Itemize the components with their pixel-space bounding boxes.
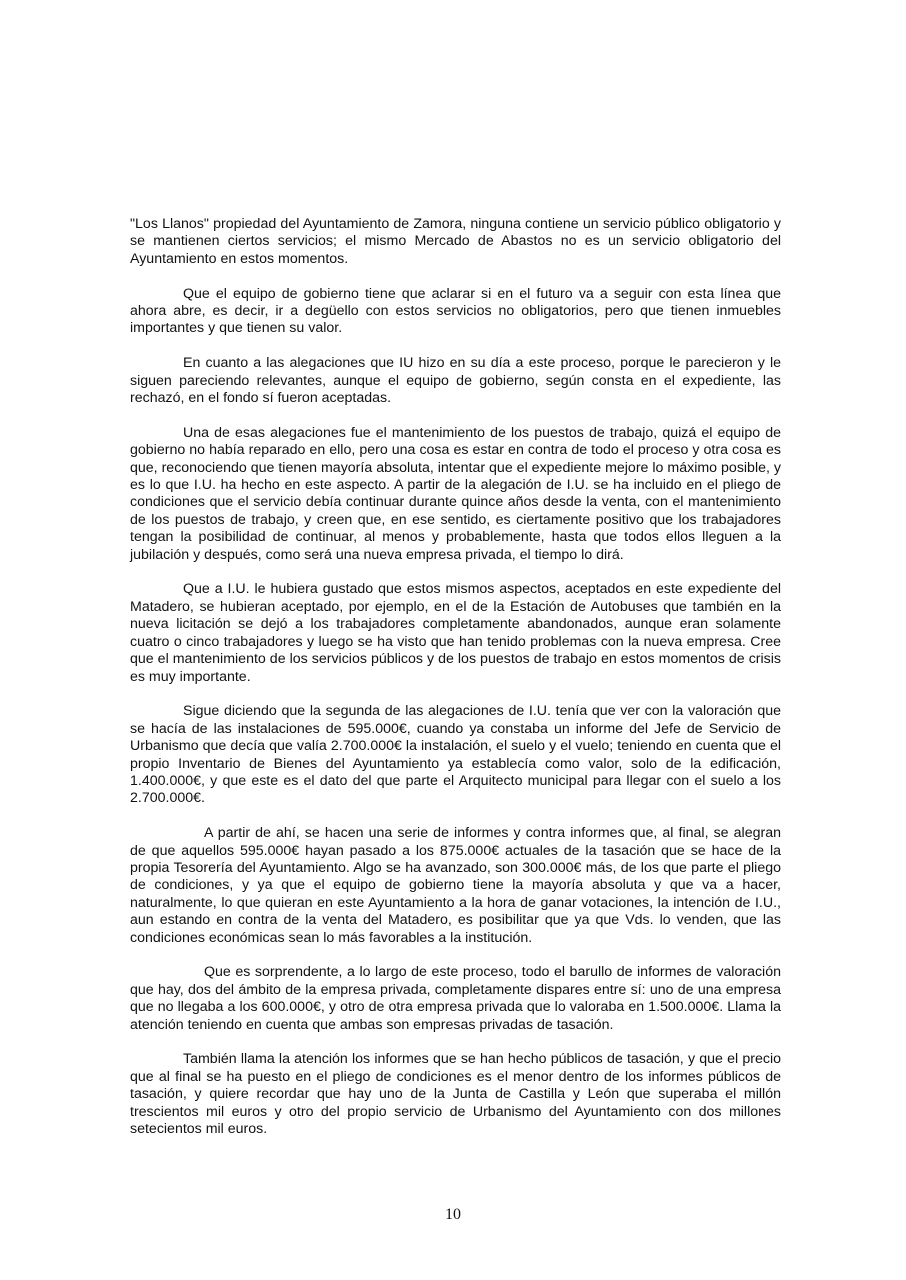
paragraph-barullo-informes: Que es sorprendente, a lo largo de este proceso, todo el barullo de informes de valoración que hay, dos del ámbito de la empresa privada, completamente dispares entre sí: uno de una empresa que no llegaba a los 600.000€, y otro de otra empresa privada que lo valoraba en 1.500.000€. Llama la atención teniendo en cuenta que ambas son empresas privadas de tasación. [130, 964, 781, 1033]
paragraph-alegaciones-iu: En cuanto a las alegaciones que IU hizo en su día a este proceso, porque le parecieron y le siguen pareciendo relevantes, aunque el equipo de gobierno, según consta en el expediente, las rechazó, en el fondo sí fueron aceptadas. [130, 355, 781, 407]
paragraph-estacion-autobuses: Que a I.U. le hubiera gustado que estos mismos aspectos, aceptados en este expediente del Matadero, se hubieran aceptado, por ejemplo, en el de la Estación de Autobuses que también en la nueva licitación se dejó a los trabajadores completamente abandonados, aunque eran solamente cuatro o cinco trabajadores y luego se ha visto que han tenido problemas con la nueva empresa. Cree que el mantenimiento de los servicios públicos y de los puestos de trabajo en estos momentos de crisis es muy importante. [130, 581, 781, 685]
document-body [130, 216, 781, 1138]
paragraph-informes-publicos: También llama la atención los informes que se han hecho públicos de tasación, y que el precio que al final se ha puesto en el pliego de condiciones es el menor dentro de los informes públicos de tasación, y quiere recordar que hay uno de la Junta de Castilla y León que superaba el millón trescientos mil euros y otro del propio servicio de Urbanismo del Ayuntamiento con dos millones setecientos mil euros. [130, 1051, 781, 1137]
paragraph-equipo-gobierno: Que el equipo de gobierno tiene que aclarar si en el futuro va a seguir con esta línea que ahora abre, es decir, ir a degüello con estos servicios no obligatorios, pero que tienen inmuebles importantes y que tienen su valor. [130, 285, 781, 337]
paragraph-puestos-trabajo: Una de esas alegaciones fue el mantenimiento de los puestos de trabajo, quizá el equipo de gobierno no había reparado en ello, pero una cosa es estar en contra de todo el proceso y otra cosa es que, reconociendo que tienen mayoría absoluta, intentar que el expediente mejore lo máximo posible, y es lo que I.U. ha hecho en este aspecto. A partir de la alegación de I.U. se ha incluido en el pliego de condiciones que el servicio debía continuar durante quince años desde la venta, con el mantenimiento de los puestos de trabajo, y creen que, en ese sentido, es ciertamente positivo que los trabajadores tengan la posibilidad de continuar, al menos y probablemente, hasta que todos ellos lleguen a la jubilación y después, como será una nueva empresa privada, el tiempo lo dirá. [130, 424, 781, 563]
paragraph-informes-tasacion: A partir de ahí, se hacen una serie de informes y contra informes que, al final, se alegran de que aquellos 595.000€ hayan pasado a los 875.000€ actuales de la tasación que se hace de la propia Tesorería del Ayuntamiento. Algo se ha avanzado, son 300.000€ más, de los que parte el pliego de condiciones, y ya que el equipo de gobierno tiene la mayoría absoluta y que va a hacer, naturalmente, lo que quieran en este Ayuntamiento a la hora de ganar votaciones, la intención de I.U., aun estando en contra de la venta del Matadero, es posibilitar que ya que Vds. lo venden, que las condiciones económicas sean lo más favorables a la institución. [130, 825, 781, 946]
paragraph-segunda-alegacion: Sigue diciendo que la segunda de las alegaciones de I.U. tenía que ver con la valoración que se hacía de las instalaciones de 595.000€, cuando ya constaba un informe del Jefe de Servicio de Urbanismo que decía que valía 2.700.000€ la instalación, el suelo y el vuelo; teniendo en cuenta que el propio Inventario de Bienes del Ayuntamiento ya establecía como valor, solo de la edificación, 1.400.000€, y que este es el dato del que parte el Arquitecto municipal para llegar con el suelo a los 2.700.000€. [130, 703, 781, 807]
paragraph-los-llanos: "Los Llanos" propiedad del Ayuntamiento de Zamora, ninguna contiene un servicio público obligatorio y se mantienen ciertos servicios; el mismo Mercado de Abastos no es un servicio obligatorio del Ayuntamiento en estos momentos. [130, 216, 781, 267]
page-number: 10 [445, 1206, 461, 1223]
